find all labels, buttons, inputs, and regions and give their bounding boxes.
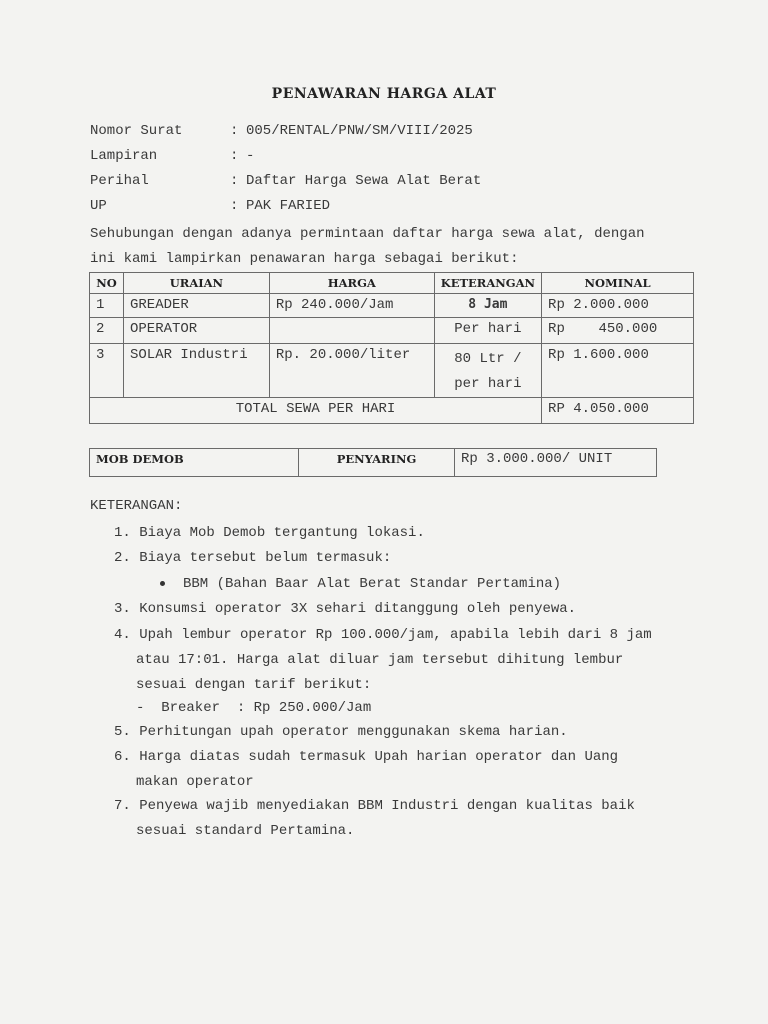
note-item-4: 4. Upah lembur operator Rp 100.000/jam, apabila lebih dari 8 jam [114,627,652,643]
document-title: PENAWARAN HARGA ALAT [271,86,497,102]
note-item-7-line: sesuai standard Pertamina. [136,823,355,839]
meta-label: Lampiran [90,148,158,164]
notes-heading: KETERANGAN: [90,498,183,514]
cell-nominal: Rp 2.000.000 [542,294,694,318]
note-item-4-sub: - Breaker : Rp 250.000/Jam [136,700,372,716]
intro-paragraph [90,222,710,272]
intro-line: Sehubungan dengan adanya permintaan daftar harga sewa alat, dengan [90,226,645,242]
header-keterangan: KETERANGAN [434,273,541,294]
meta-label: Nomor Surat [90,123,183,139]
meta-colon: : [230,123,239,139]
table-row [90,318,694,344]
meta-colon: : [230,198,239,214]
table-row [90,344,694,398]
note-item-5: 5. Perhitungan upah operator menggunakan skema harian. [114,724,568,740]
note-item-6: 6. Harga diatas sudah termasuk Upah harian operator dan Uang [114,749,619,765]
cell-nominal: Rp 1.600.000 [542,344,694,398]
table-row [90,449,657,477]
meta-colon: : [230,173,239,189]
table-total-row [90,398,694,424]
cell-keterangan [434,344,541,398]
meta-value: - [246,148,255,164]
bullet-icon [160,581,165,586]
total-value: RP 4.050.000 [542,398,694,424]
cell-keterangan-line: 80 Ltr / [454,351,522,367]
meta-value: PAK FARIED [246,198,331,214]
mob-label: MOB DEMOB [90,449,299,477]
cell-uraian: OPERATOR [123,318,269,344]
cell-nominal: Rp 450.000 [542,318,694,344]
cell-keterangan-line: per hari [454,376,522,392]
mob-type: PENYARING [299,449,455,477]
note-item-4-line: sesuai dengan tarif berikut: [136,677,372,693]
cell-harga: Rp. 20.000/liter [269,344,434,398]
cell-keterangan: 8 Jam [434,294,541,318]
note-item-7: 7. Penyewa wajib menyediakan BBM Industri dengan kualitas baik [114,798,635,814]
note-item-1: 1. Biaya Mob Demob tergantung lokasi. [114,525,425,541]
total-label: TOTAL SEWA PER HARI [90,398,542,424]
meta-value: 005/RENTAL/PNW/SM/VIII/2025 [246,123,473,139]
header-harga: HARGA [269,273,434,294]
intro-line: ini kami lampirkan penawaran harga sebagai berikut: [90,251,519,267]
cell-uraian: GREADER [123,294,269,318]
cell-uraian: SOLAR Industri [123,344,269,398]
cell-no: 1 [90,294,124,318]
table-row [90,294,694,318]
mob-price: Rp 3.000.000/ UNIT [455,449,657,477]
meta-label: UP [90,198,107,214]
cell-keterangan: Per hari [434,318,541,344]
cell-harga: Rp 240.000/Jam [269,294,434,318]
meta-label: Perihal [90,173,149,189]
cell-no: 3 [90,344,124,398]
mob-demob-table [89,448,657,477]
note-item-2: 2. Biaya tersebut belum termasuk: [114,550,392,566]
note-item-4-line: atau 17:01. Harga alat diluar jam tersebut dihitung lembur [136,652,624,668]
meta-colon: : [230,148,239,164]
table-header-row [90,273,694,294]
header-nominal: NOMINAL [542,273,694,294]
cell-no: 2 [90,318,124,344]
note-item-2-bullet: BBM (Bahan Baar Alat Berat Standar Pertamina) [183,576,562,592]
price-table [89,272,694,424]
header-no: NO [90,273,124,294]
note-item-6-line: makan operator [136,774,254,790]
meta-value: Daftar Harga Sewa Alat Berat [246,173,482,189]
note-item-3: 3. Konsumsi operator 3X sehari ditanggung oleh penyewa. [114,601,577,617]
cell-harga [269,318,434,344]
header-uraian: URAIAN [123,273,269,294]
